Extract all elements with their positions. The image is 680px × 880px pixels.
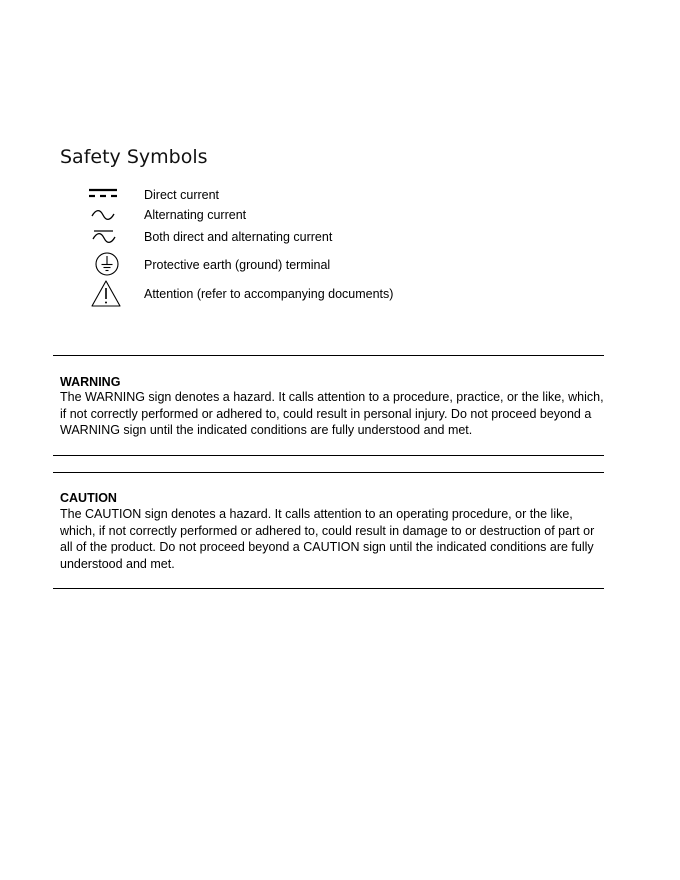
both-dc-ac-icon [86, 228, 120, 246]
attention-triangle-icon [86, 279, 126, 309]
warning-top-rule [53, 355, 604, 356]
alternating-current-icon [86, 208, 120, 222]
symbol-label-attention: Attention (refer to accompanying documents) [144, 287, 394, 301]
caution-top-rule [53, 472, 604, 473]
caution-bottom-rule [53, 588, 604, 589]
protective-earth-icon [86, 251, 120, 277]
symbol-label-direct-current: Direct current [144, 188, 220, 202]
page-title: Safety Symbols [60, 146, 208, 168]
direct-current-icon [86, 187, 120, 199]
symbol-label-both-dc-ac: Both direct and alternating current [144, 230, 333, 244]
symbol-label-protective-earth: Protective earth (ground) terminal [144, 258, 331, 272]
warning-heading: WARNING [60, 375, 121, 389]
warning-bottom-rule [53, 455, 604, 456]
caution-text: The CAUTION sign denotes a hazard. It calls attention to an operating procedure, or the like, which, if not correctly performed or adhered to, could result in damage to or destruction of part or all of the product. Do not proceed beyond a CAUTION sign until the indicated conditions are fully understood and met. [60, 507, 595, 571]
warning-text: The WARNING sign denotes a hazard. It calls attention to a procedure, practice, or the like, which, if not correctly performed or adhered to, could result in personal injury. Do not proceed beyond a WARNING sign until the indicated conditions are fully understood and met. [60, 390, 604, 438]
caution-heading: CAUTION [60, 491, 117, 505]
symbol-label-alternating-current: Alternating current [144, 208, 247, 222]
